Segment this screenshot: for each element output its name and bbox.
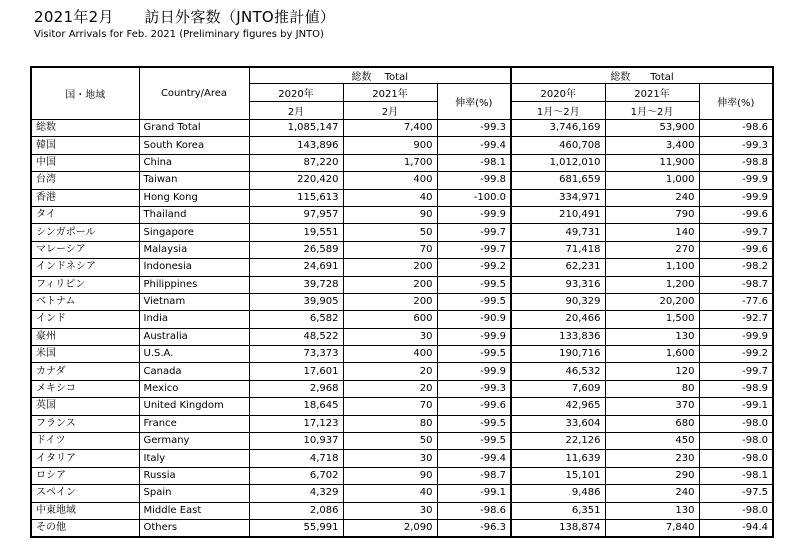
cell-2020-feb: 6,702 [249, 467, 343, 484]
cell-2021-feb: 30 [343, 328, 437, 345]
cell-region-en: United Kingdom [139, 398, 249, 415]
cell-growth-month: -99.5 [437, 346, 511, 363]
cell-growth-month: -99.2 [437, 259, 511, 276]
table-row [31, 519, 773, 537]
cell-region-jp: 豪州 [31, 328, 139, 345]
cell-region-jp: イタリア [31, 450, 139, 467]
cell-region-en: India [139, 311, 249, 328]
cell-2021-feb: 600 [343, 311, 437, 328]
cell-region-jp: ロシア [31, 467, 139, 484]
cell-region-jp: ベトナム [31, 293, 139, 310]
cell-2020-ytd: 133,836 [511, 328, 605, 345]
cell-region-jp: カナダ [31, 363, 139, 380]
cell-2021-ytd: 80 [605, 380, 699, 397]
cell-growth-ytd: -77.6 [699, 293, 773, 310]
cell-2021-ytd: 130 [605, 502, 699, 519]
cell-region-en: Spain [139, 485, 249, 502]
cell-region-en: Thailand [139, 206, 249, 223]
cell-2021-feb: 200 [343, 293, 437, 310]
cell-2020-feb: 24,691 [249, 259, 343, 276]
cell-growth-ytd: -98.0 [699, 415, 773, 432]
cell-2021-feb: 20 [343, 363, 437, 380]
cell-growth-ytd: -92.7 [699, 311, 773, 328]
cell-growth-ytd: -98.0 [699, 502, 773, 519]
cell-region-en: Germany [139, 433, 249, 450]
cell-2020-feb: 17,123 [249, 415, 343, 432]
table-row [31, 485, 773, 502]
cell-region-en: Others [139, 519, 249, 537]
cell-growth-month: -99.5 [437, 433, 511, 450]
cell-2020-feb: 48,522 [249, 328, 343, 345]
cell-region-jp: 米国 [31, 346, 139, 363]
header-growth-month: 伸率(%) [437, 84, 511, 120]
cell-growth-ytd: -97.5 [699, 485, 773, 502]
cell-2020-feb: 10,937 [249, 433, 343, 450]
cell-2020-ytd: 15,101 [511, 467, 605, 484]
cell-2021-ytd: 53,900 [605, 120, 699, 137]
cell-2020-ytd: 190,716 [511, 346, 605, 363]
cell-growth-ytd: -98.6 [699, 120, 773, 137]
cell-region-en: Malaysia [139, 241, 249, 258]
cell-region-jp: メキシコ [31, 380, 139, 397]
cell-growth-month: -99.8 [437, 172, 511, 189]
cell-2020-feb: 55,991 [249, 519, 343, 537]
cell-region-en: Canada [139, 363, 249, 380]
cell-2021-ytd: 290 [605, 467, 699, 484]
cell-2020-ytd: 62,231 [511, 259, 605, 276]
header-2020-feb-year: 2020年 [249, 84, 343, 102]
table-body [31, 120, 773, 538]
cell-growth-month: -99.9 [437, 328, 511, 345]
table-row [31, 120, 773, 137]
cell-2020-ytd: 90,329 [511, 293, 605, 310]
cell-2020-feb: 2,086 [249, 502, 343, 519]
header-2021-ytd-month: 1月～2月 [605, 102, 699, 120]
cell-region-jp: フィリピン [31, 276, 139, 293]
cell-region-jp: 香港 [31, 189, 139, 206]
cell-2021-feb: 200 [343, 259, 437, 276]
cell-growth-ytd: -99.7 [699, 224, 773, 241]
table-row [31, 328, 773, 345]
cell-2020-feb: 19,551 [249, 224, 343, 241]
cell-region-en: Hong Kong [139, 189, 249, 206]
cell-2020-feb: 4,329 [249, 485, 343, 502]
cell-2021-feb: 7,400 [343, 120, 437, 137]
cell-2020-ytd: 138,874 [511, 519, 605, 537]
cell-2021-ytd: 450 [605, 433, 699, 450]
cell-region-jp: 中国 [31, 154, 139, 171]
cell-2021-ytd: 240 [605, 485, 699, 502]
cell-region-jp: 台湾 [31, 172, 139, 189]
cell-region-jp: 英国 [31, 398, 139, 415]
cell-growth-ytd: -98.1 [699, 467, 773, 484]
cell-growth-month: -99.5 [437, 276, 511, 293]
header-2020-feb-month: 2月 [249, 102, 343, 120]
header-2020-ytd-year: 2020年 [511, 84, 605, 102]
cell-2020-feb: 73,373 [249, 346, 343, 363]
cell-2020-feb: 4,718 [249, 450, 343, 467]
cell-2021-ytd: 1,500 [605, 311, 699, 328]
cell-growth-month: -99.9 [437, 363, 511, 380]
cell-region-jp: ドイツ [31, 433, 139, 450]
cell-2020-feb: 115,613 [249, 189, 343, 206]
document-header [34, 8, 335, 42]
cell-growth-ytd: -98.9 [699, 380, 773, 397]
cell-region-en: U.S.A. [139, 346, 249, 363]
cell-2021-feb: 20 [343, 380, 437, 397]
cell-growth-month: -99.9 [437, 206, 511, 223]
cell-growth-month: -99.3 [437, 380, 511, 397]
cell-growth-month: -99.5 [437, 415, 511, 432]
cell-2020-feb: 39,905 [249, 293, 343, 310]
table-row [31, 415, 773, 432]
cell-2020-ytd: 22,126 [511, 433, 605, 450]
cell-2021-ytd: 790 [605, 206, 699, 223]
header-2021-feb-year: 2021年 [343, 84, 437, 102]
cell-region-en: Grand Total [139, 120, 249, 137]
table-row [31, 154, 773, 171]
cell-growth-ytd: -99.9 [699, 328, 773, 345]
cell-2020-ytd: 460,708 [511, 137, 605, 154]
cell-region-jp: タイ [31, 206, 139, 223]
cell-2020-ytd: 210,491 [511, 206, 605, 223]
cell-2021-feb: 70 [343, 241, 437, 258]
cell-2021-feb: 40 [343, 485, 437, 502]
cell-region-en: China [139, 154, 249, 171]
cell-region-en: Taiwan [139, 172, 249, 189]
table-row [31, 189, 773, 206]
header-region-en: Country/Area [139, 67, 249, 120]
cell-region-en: Indonesia [139, 259, 249, 276]
cell-growth-month: -99.6 [437, 398, 511, 415]
cell-2020-feb: 220,420 [249, 172, 343, 189]
cell-growth-month: -99.3 [437, 120, 511, 137]
cell-2021-ytd: 680 [605, 415, 699, 432]
cell-2021-ytd: 3,400 [605, 137, 699, 154]
cell-growth-month: -90.9 [437, 311, 511, 328]
cell-2020-feb: 39,728 [249, 276, 343, 293]
cell-growth-month: -99.7 [437, 241, 511, 258]
cell-growth-month: -99.5 [437, 293, 511, 310]
header-group-month: 総数 Total [249, 67, 511, 84]
cell-region-en: Middle East [139, 502, 249, 519]
cell-2021-feb: 30 [343, 502, 437, 519]
cell-2021-ytd: 370 [605, 398, 699, 415]
cell-2021-feb: 30 [343, 450, 437, 467]
table-row [31, 467, 773, 484]
cell-2020-ytd: 20,466 [511, 311, 605, 328]
table-row [31, 380, 773, 397]
cell-2021-ytd: 11,900 [605, 154, 699, 171]
cell-2021-ytd: 1,100 [605, 259, 699, 276]
cell-2021-feb: 90 [343, 467, 437, 484]
cell-2020-ytd: 334,971 [511, 189, 605, 206]
cell-2020-ytd: 3,746,169 [511, 120, 605, 137]
cell-growth-ytd: -99.6 [699, 206, 773, 223]
cell-growth-ytd: -99.7 [699, 363, 773, 380]
cell-region-en: Russia [139, 467, 249, 484]
cell-region-jp: その他 [31, 519, 139, 537]
cell-2021-ytd: 230 [605, 450, 699, 467]
cell-growth-ytd: -98.2 [699, 259, 773, 276]
cell-2020-feb: 17,601 [249, 363, 343, 380]
header-2020-ytd-month: 1月～2月 [511, 102, 605, 120]
cell-2021-feb: 80 [343, 415, 437, 432]
cell-2021-ytd: 1,600 [605, 346, 699, 363]
cell-2020-ytd: 42,965 [511, 398, 605, 415]
cell-growth-ytd: -98.0 [699, 433, 773, 450]
cell-2020-ytd: 49,731 [511, 224, 605, 241]
cell-region-jp: インド [31, 311, 139, 328]
cell-2020-feb: 97,957 [249, 206, 343, 223]
cell-growth-month: -99.4 [437, 450, 511, 467]
cell-growth-ytd: -99.9 [699, 172, 773, 189]
cell-2021-ytd: 1,000 [605, 172, 699, 189]
header-region-jp: 国・地域 [31, 67, 139, 120]
cell-region-jp: シンガポール [31, 224, 139, 241]
cell-2020-ytd: 11,639 [511, 450, 605, 467]
cell-region-en: Vietnam [139, 293, 249, 310]
cell-region-jp: マレーシア [31, 241, 139, 258]
cell-region-en: Italy [139, 450, 249, 467]
table-row [31, 450, 773, 467]
cell-growth-month: -98.7 [437, 467, 511, 484]
cell-growth-month: -99.1 [437, 485, 511, 502]
table-row [31, 502, 773, 519]
table-row [31, 224, 773, 241]
table-row [31, 172, 773, 189]
cell-2021-ytd: 130 [605, 328, 699, 345]
cell-growth-ytd: -99.1 [699, 398, 773, 415]
cell-2020-ytd: 9,486 [511, 485, 605, 502]
cell-growth-month: -99.4 [437, 137, 511, 154]
table-row [31, 346, 773, 363]
cell-2020-ytd: 46,532 [511, 363, 605, 380]
cell-2021-feb: 50 [343, 433, 437, 450]
cell-2021-feb: 40 [343, 189, 437, 206]
cell-region-en: Philippines [139, 276, 249, 293]
table-row [31, 433, 773, 450]
cell-growth-month: -98.6 [437, 502, 511, 519]
table-row [31, 241, 773, 258]
cell-2020-feb: 18,645 [249, 398, 343, 415]
visitor-arrivals-table [30, 66, 774, 538]
cell-2021-feb: 70 [343, 398, 437, 415]
cell-2020-feb: 6,582 [249, 311, 343, 328]
cell-region-en: South Korea [139, 137, 249, 154]
cell-growth-ytd: -99.3 [699, 137, 773, 154]
cell-2021-feb: 400 [343, 172, 437, 189]
cell-2021-feb: 50 [343, 224, 437, 241]
cell-2020-ytd: 1,012,010 [511, 154, 605, 171]
cell-region-jp: スペイン [31, 485, 139, 502]
cell-region-en: France [139, 415, 249, 432]
cell-growth-ytd: -98.0 [699, 450, 773, 467]
cell-2021-feb: 200 [343, 276, 437, 293]
cell-2020-feb: 143,896 [249, 137, 343, 154]
cell-2020-feb: 87,220 [249, 154, 343, 171]
cell-region-en: Singapore [139, 224, 249, 241]
header-2021-ytd-year: 2021年 [605, 84, 699, 102]
cell-growth-month: -100.0 [437, 189, 511, 206]
table-row [31, 276, 773, 293]
cell-2021-ytd: 240 [605, 189, 699, 206]
table-row [31, 363, 773, 380]
cell-2021-feb: 400 [343, 346, 437, 363]
cell-2020-feb: 1,085,147 [249, 120, 343, 137]
cell-2021-feb: 2,090 [343, 519, 437, 537]
cell-region-en: Australia [139, 328, 249, 345]
cell-2021-ytd: 20,200 [605, 293, 699, 310]
table-row [31, 206, 773, 223]
cell-region-jp: 韓国 [31, 137, 139, 154]
table-row [31, 311, 773, 328]
cell-2020-ytd: 93,316 [511, 276, 605, 293]
cell-2020-ytd: 71,418 [511, 241, 605, 258]
cell-2020-feb: 2,968 [249, 380, 343, 397]
cell-2020-feb: 26,589 [249, 241, 343, 258]
cell-2021-ytd: 1,200 [605, 276, 699, 293]
document-subtitle: Visitor Arrivals for Feb. 2021 (Preliminary figures by JNTO) [34, 29, 324, 40]
cell-2020-ytd: 33,604 [511, 415, 605, 432]
cell-growth-month: -99.7 [437, 224, 511, 241]
cell-growth-month: -98.1 [437, 154, 511, 171]
cell-region-jp: 総数 [31, 120, 139, 137]
cell-2021-feb: 90 [343, 206, 437, 223]
table-row [31, 259, 773, 276]
header-group-ytd: 総数 Total [511, 67, 773, 84]
header-growth-ytd: 伸率(%) [699, 84, 773, 120]
cell-2021-ytd: 7,840 [605, 519, 699, 537]
header-2021-feb-month: 2月 [343, 102, 437, 120]
cell-region-en: Mexico [139, 380, 249, 397]
header-row-1 [31, 67, 773, 84]
cell-growth-ytd: -98.7 [699, 276, 773, 293]
cell-2020-ytd: 7,609 [511, 380, 605, 397]
cell-growth-ytd: -99.6 [699, 241, 773, 258]
cell-growth-ytd: -98.8 [699, 154, 773, 171]
cell-region-jp: フランス [31, 415, 139, 432]
document-title: 2021年2月 訪日外客数（JNTO推計値） [34, 8, 336, 26]
cell-2021-ytd: 120 [605, 363, 699, 380]
table-row [31, 293, 773, 310]
cell-growth-ytd: -99.2 [699, 346, 773, 363]
cell-growth-ytd: -94.4 [699, 519, 773, 537]
table-row [31, 137, 773, 154]
cell-growth-month: -96.3 [437, 519, 511, 537]
cell-region-jp: インドネシア [31, 259, 139, 276]
cell-2021-ytd: 270 [605, 241, 699, 258]
cell-2020-ytd: 6,351 [511, 502, 605, 519]
table-row [31, 398, 773, 415]
cell-growth-ytd: -99.9 [699, 189, 773, 206]
cell-2020-ytd: 681,659 [511, 172, 605, 189]
cell-2021-feb: 1,700 [343, 154, 437, 171]
cell-2021-feb: 900 [343, 137, 437, 154]
cell-region-jp: 中東地域 [31, 502, 139, 519]
cell-2021-ytd: 140 [605, 224, 699, 241]
